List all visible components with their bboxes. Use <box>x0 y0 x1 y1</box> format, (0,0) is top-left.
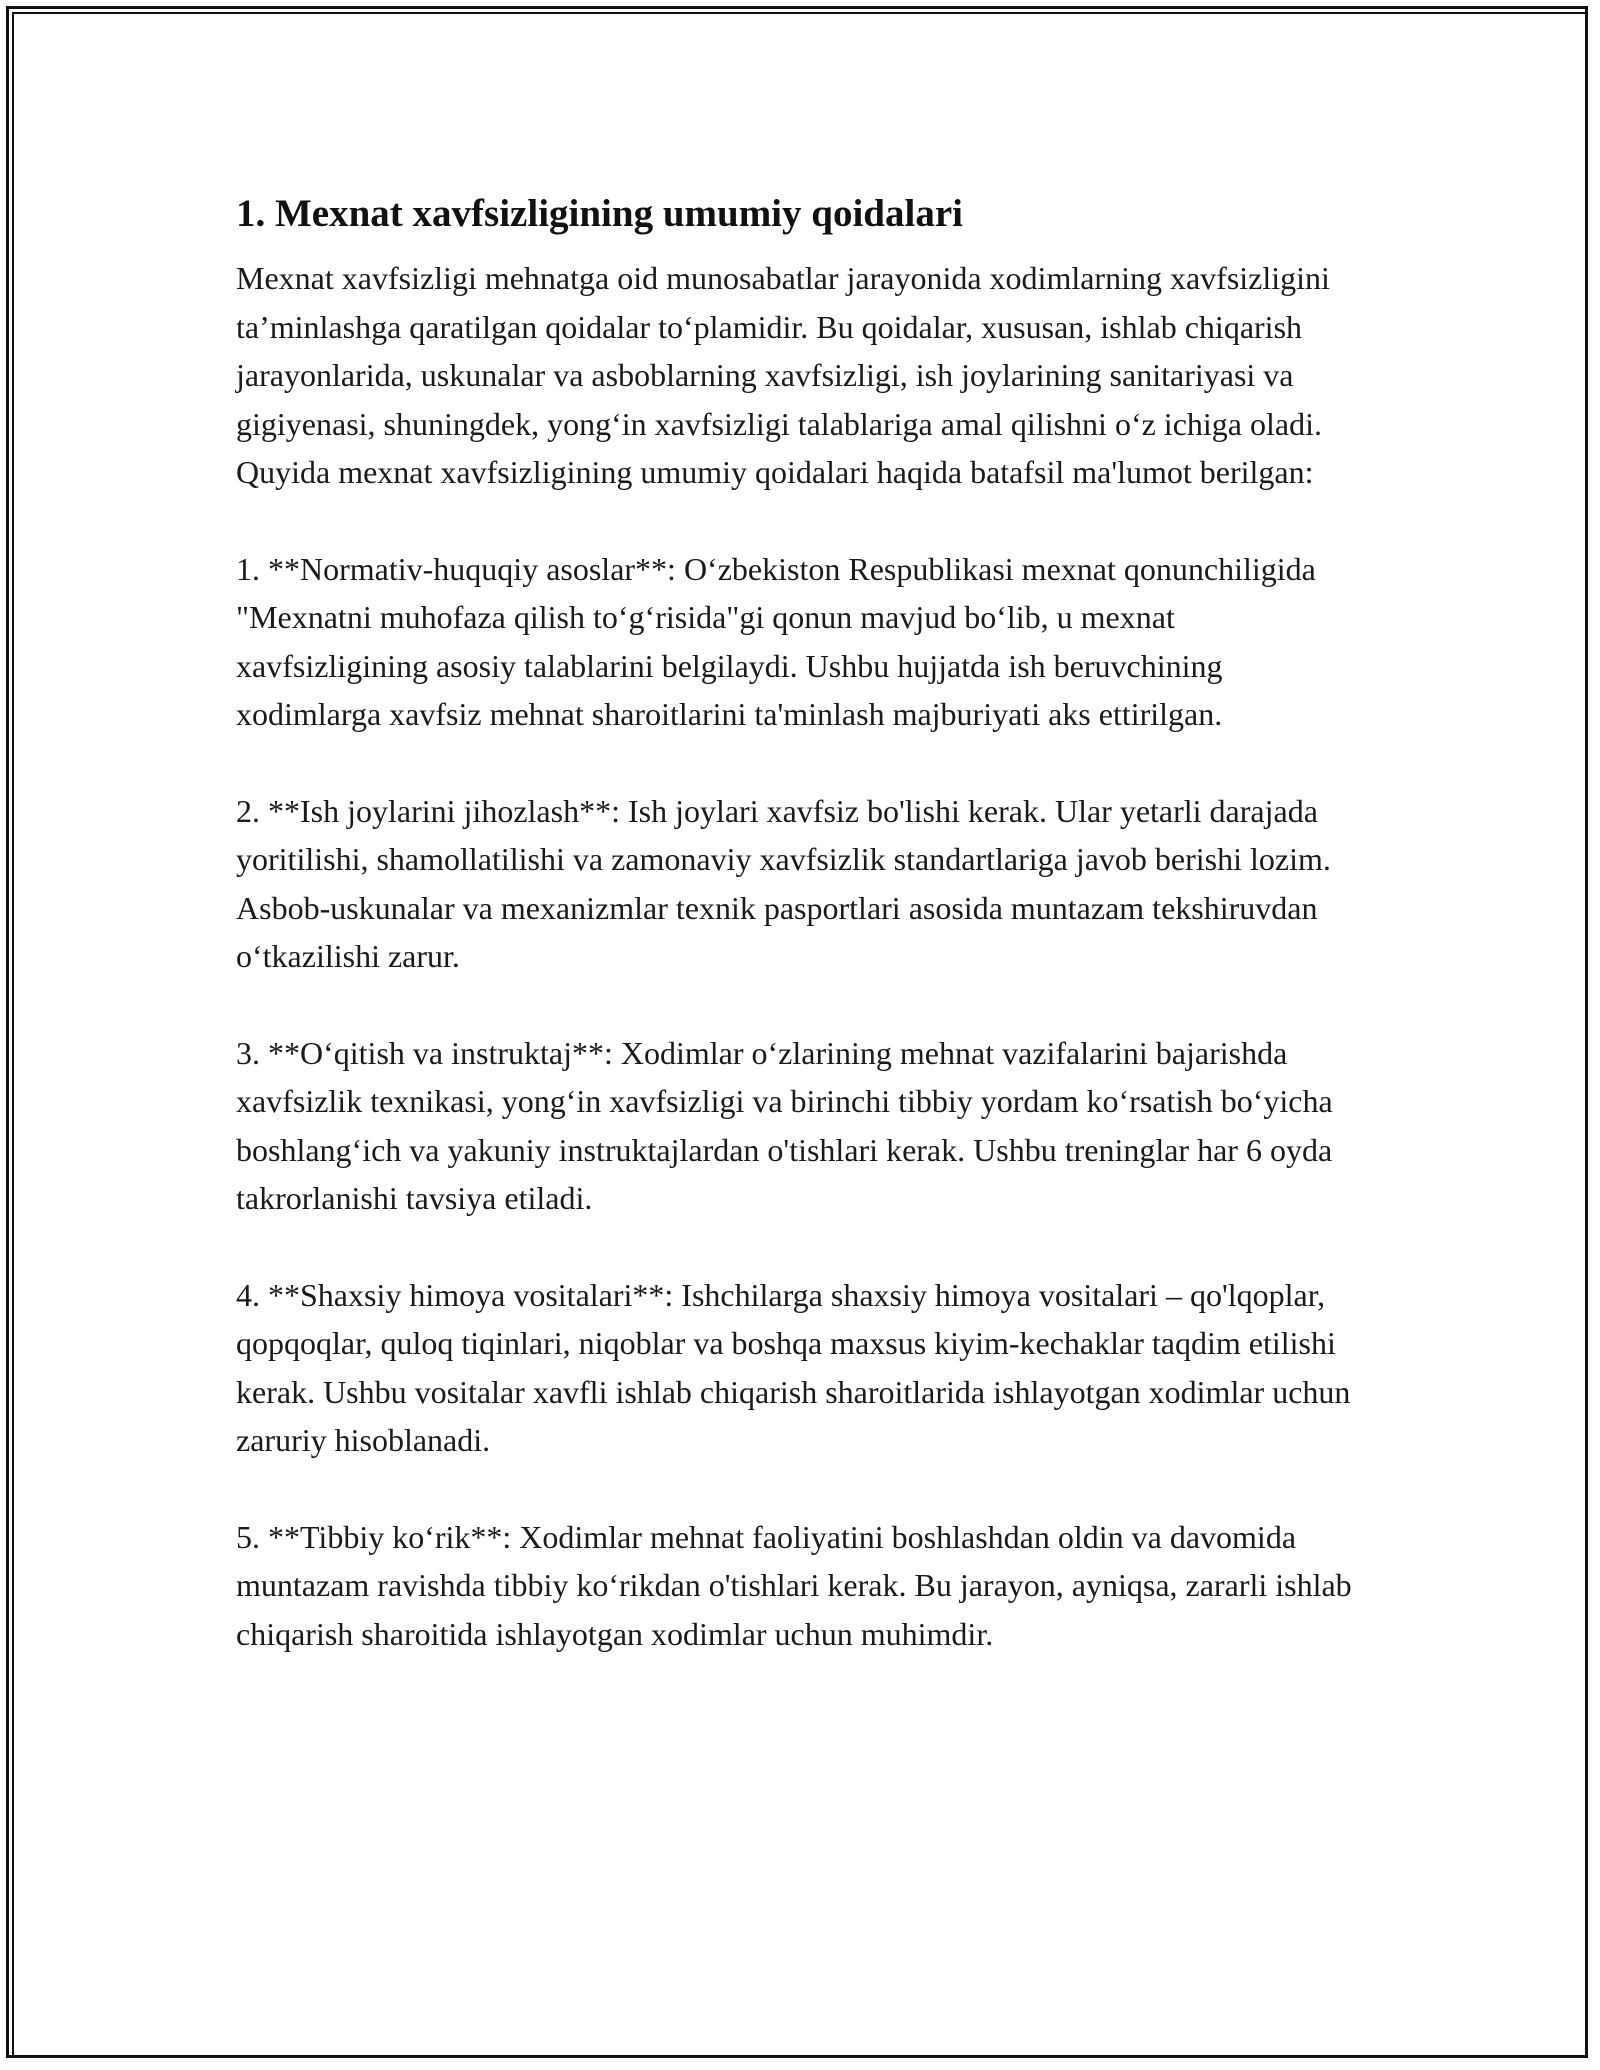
document-body <box>236 186 1366 1706</box>
list-item-3: 3. **O‘qitish va instruktaj**: Xodimlar o‘zlarining mehnat vazifalarini bajarishda xavfsizlik texnikasi, yong‘in xavfsizligi va birinchi tibbiy yordam ko‘rsatish bo‘yicha boshlang‘ich va yakuniy instruktajlardan o'tishlari kerak. Ushbu treninglar har 6 oyda takrorlanishi tavsiya etiladi. <box>236 1034 1333 1216</box>
intro-paragraph: Mexnat xavfsizligi mehnatga oid munosabatlar jarayonida xodimlarning xavfsizligini ta’minlashga qaratilgan qoidalar to‘plamidir. Bu qoidalar, xususan, ishlab chiqarish jarayonlarida, uskunalar va asboblarning xavfsizligi, ish joylarining sanitariyasi va gigiyenasi, shuningdek, yong‘in xavfsizligi talablariga amal qilishni o‘z ichiga oladi. Quyida mexnat xavfsizligining umumiy qoidalari haqida batafsil ma'lumot berilgan: <box>236 260 1330 490</box>
list-item-4: 4. **Shaxsiy himoya vositalari**: Ishchilarga shaxsiy himoya vositalari – qo'lqoplar, qopqoqlar, quloq tiqinlari, niqoblar va boshqa maxsus kiyim-kechaklar taqdim etilishi kerak. Ushbu vositalar xavfli ishlab chiqarish sharoitlarida ishlayotgan xodimlar uchun zaruriy hisoblanadi. <box>236 1276 1351 1458</box>
list-item-2: 2. **Ish joylarini jihozlash**: Ish joylari xavfsiz bo'lishi kerak. Ular yetarli darajada yoritilishi, shamollatilishi va zamonaviy xavfsizlik standartlariga javob berishi lozim. Asbob-uskunalar va mexanizmlar texnik pasportlari asosida muntazam tekshiruvdan o‘tkazilishi zarur. <box>236 792 1331 974</box>
list-item-1: 1. **Normativ-huquqiy asoslar**: O‘zbekiston Respublikasi mexnat qonunchiligida "Mexnatni muhofaza qilish to‘g‘risida"gi qonun mavjud bo‘lib, u mexnat xavfsizligining asosiy talablarini belgilaydi. Ushbu hujjatda ish beruvchining xodimlarga xavfsiz mehnat sharoitlarini ta'minlash majburiyati aks ettirilgan. <box>236 550 1316 732</box>
list-item-5: 5. **Tibbiy ko‘rik**: Xodimlar mehnat faoliyatini boshlashdan oldin va davomida muntazam ravishda tibbiy ko‘rikdan o'tishlari kerak. Bu jarayon, ayniqsa, zararli ishlab chiqarish sharoitida ishlayotgan xodimlar uchun muhimdir. <box>236 1518 1352 1652</box>
document-title: 1. Mexnat xavfsizligining umumiy qoidalari <box>236 192 963 235</box>
